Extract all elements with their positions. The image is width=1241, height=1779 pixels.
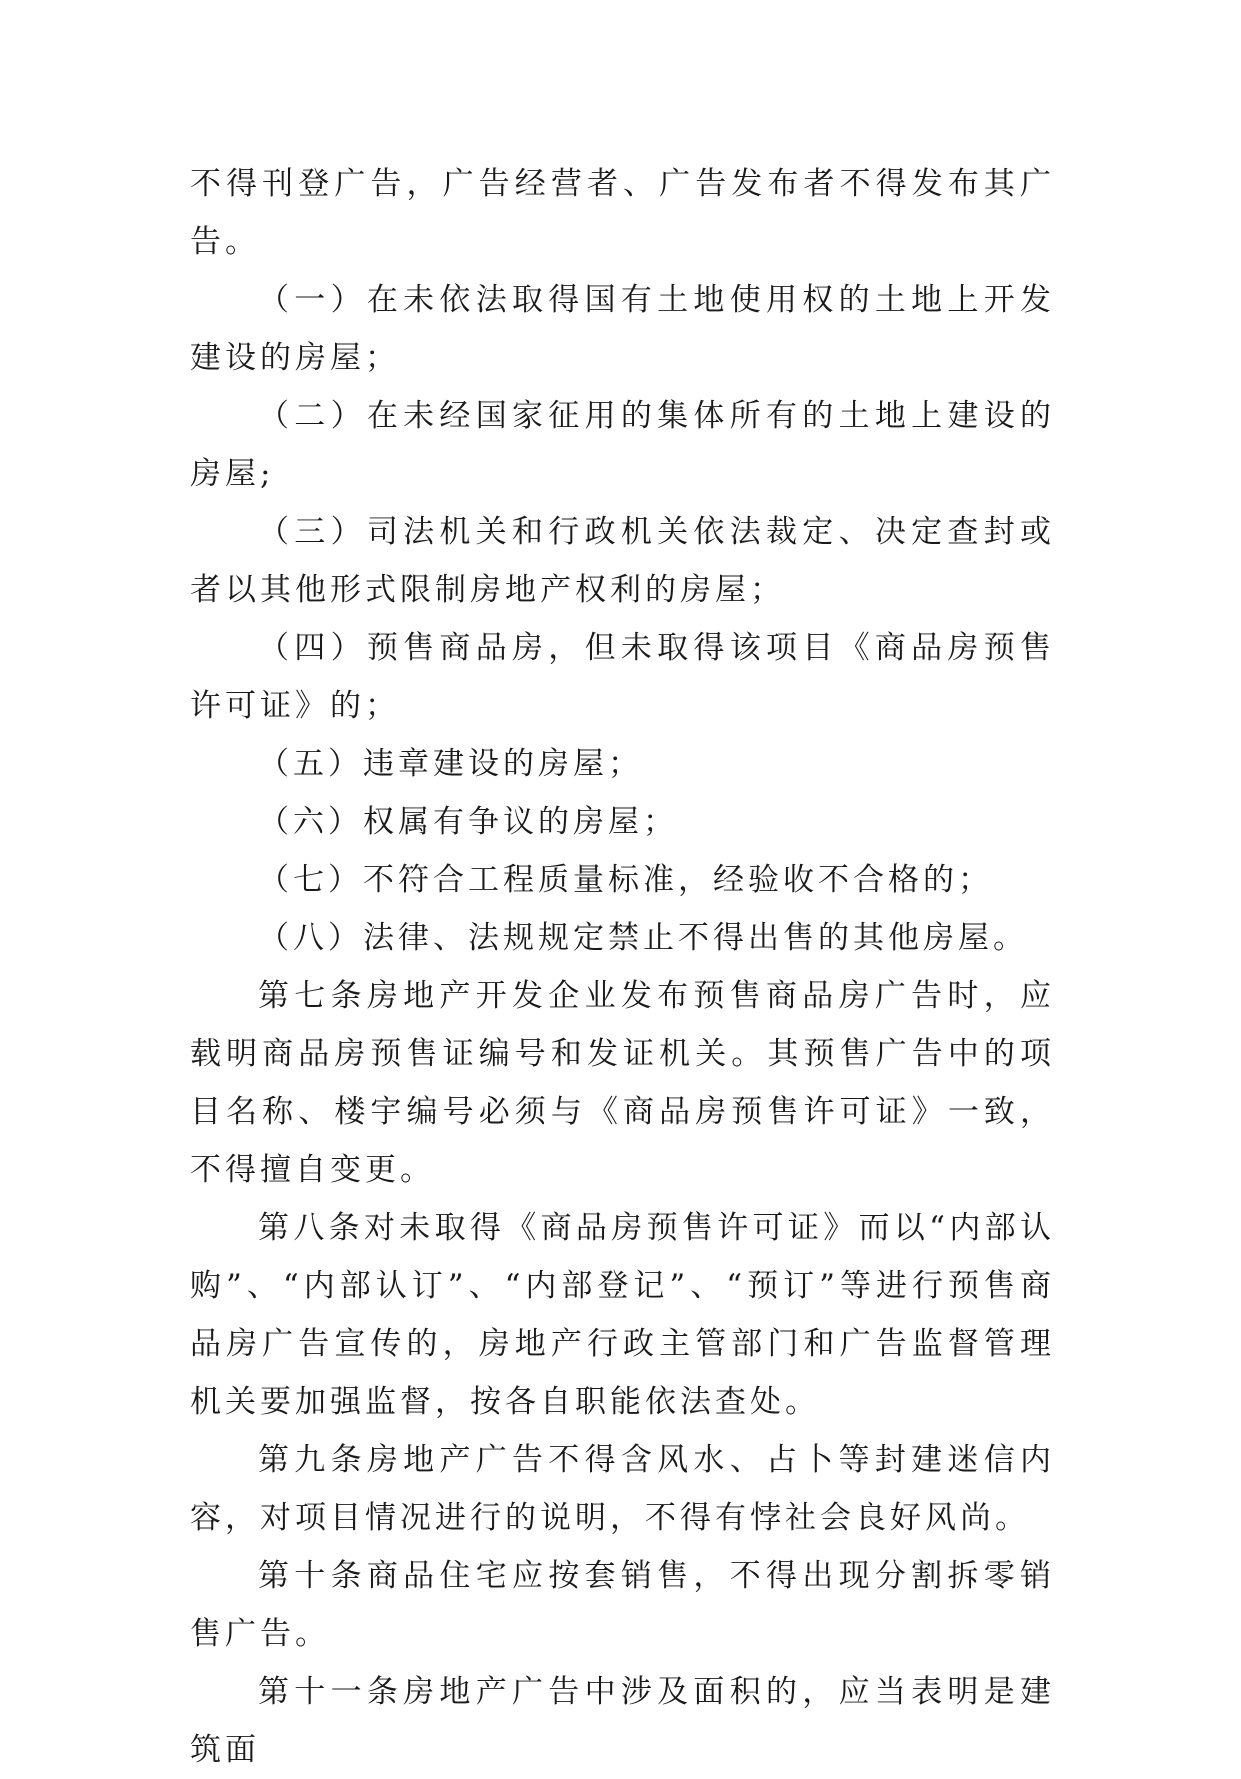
list-item-2: （二）在未经国家征用的集体所有的土地上建设的房屋; <box>190 398 1055 492</box>
article-9: 第九条房地产广告不得含风水、占卜等封建迷信内容，对项目情况进行的说明，不得有悖社会良好风尚。 <box>190 1442 1055 1536</box>
paragraph-intro-continuation: 不得刊登广告，广告经营者、广告发布者不得发布其广告。 <box>190 166 1055 260</box>
list-item-8: （八）法律、法规规定禁止不得出售的其他房屋。 <box>258 920 1028 956</box>
list-item-7: （七）不符合工程质量标准，经验收不合格的； <box>258 862 993 898</box>
article-8: 第八条对未取得《商品房预售许可证》而以“内部认购”、“内部认订”、“内部登记”、“预订”等进行预售商品房广告宣传的，房地产行政主管部门和广告监督管理机关要加强监督，按各自职能依法查处。 <box>190 1210 1055 1420</box>
article-7: 第七条房地产开发企业发布预售商品房广告时，应载明商品房预售证编号和发证机关。其预售广告中的项目名称、楼宇编号必须与《商品房预售许可证》一致，不得擅自变更。 <box>190 978 1055 1188</box>
list-item-4: （四）预售商品房，但未取得该项目《商品房预售许可证》的； <box>190 630 1055 724</box>
list-item-1: （一）在未依法取得国有土地使用权的土地上开发建设的房屋； <box>190 282 1055 376</box>
list-item-6: （六）权属有争议的房屋； <box>258 804 678 840</box>
document-body <box>190 155 1055 1779</box>
list-item-3: （三）司法机关和行政机关依法裁定、决定查封或者以其他形式限制房地产权利的房屋； <box>190 514 1055 608</box>
list-item-5: （五）违章建设的房屋； <box>258 746 643 782</box>
article-10: 第十条商品住宅应按套销售，不得出现分割拆零销售广告。 <box>190 1558 1055 1652</box>
article-11: 第十一条房地产广告中涉及面积的，应当表明是建筑面 <box>190 1674 1055 1768</box>
